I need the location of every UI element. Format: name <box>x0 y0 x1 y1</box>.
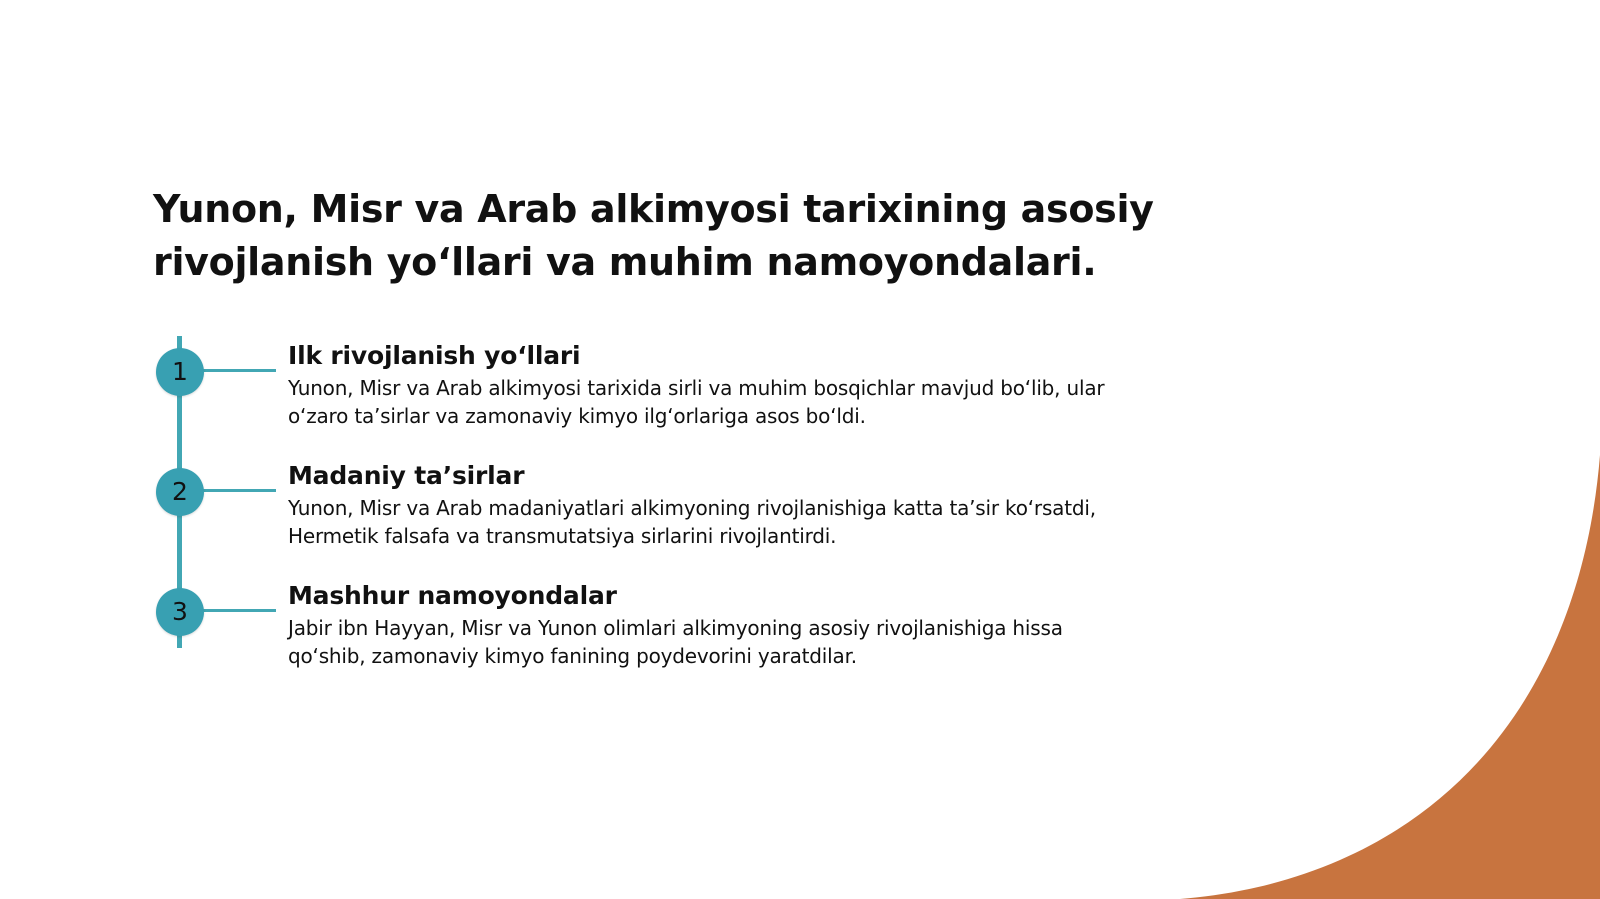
step-2-number-badge: 2 <box>156 468 204 516</box>
step-1-number-badge: 1 <box>156 348 204 396</box>
step-2-connector <box>196 489 276 492</box>
step-1-connector <box>196 369 276 372</box>
step-3-connector <box>196 609 276 612</box>
step-2-heading: Madaniy ta’sirlar <box>288 461 525 490</box>
step-3-number-badge: 3 <box>156 588 204 636</box>
step-1-description: Yunon, Misr va Arab alkimyosi tarixida sirli va muhim bosqichlar mavjud bo‘lib, ular o‘zaro ta’sirlar va zamonaviy kimyo ilg‘orlariga asos bo‘ldi. <box>288 376 1105 428</box>
slide-title: Yunon, Misr va Arab alkimyosi tarixining asosiy rivojlanish yo‘llari va muhim namoyondalari. <box>153 187 1154 284</box>
step-1-heading: Ilk rivojlanish yo‘llari <box>288 341 581 370</box>
step-3-heading: Mashhur namoyondalar <box>288 581 617 610</box>
step-2-description: Yunon, Misr va Arab madaniyatlari alkimyoning rivojlanishiga katta ta’sir ko‘rsatdi, Hermetik falsafa va transmutatsiya sirlarini rivojlantirdi. <box>288 496 1096 548</box>
step-2 <box>288 460 1128 550</box>
step-1 <box>288 340 1128 430</box>
step-3-description: Jabir ibn Hayyan, Misr va Yunon olimlari alkimyoning asosiy rivojlanishiga hissa qo‘shib, zamonaviy kimyo fanining poydevorini yaratdilar. <box>288 616 1063 668</box>
step-3 <box>288 580 1128 670</box>
